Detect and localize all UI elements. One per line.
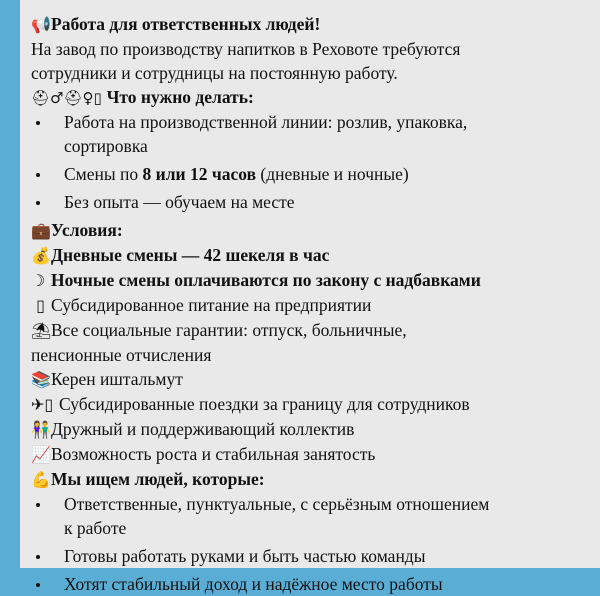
briefcase-icon: 💼 [31, 221, 51, 240]
post-title-line [31, 12, 590, 37]
food-icon: ▯ [31, 296, 45, 315]
conditions-title: Условия: [51, 220, 123, 240]
social-line-2: пенсионные отчисления [31, 345, 212, 365]
social-line-1 [31, 318, 590, 343]
intro-line-2: сотрудники и сотрудницы на постоянную работу. [31, 63, 398, 83]
seeking-title: Мы ищем людей, которые: [51, 469, 265, 489]
keren-text: Керен иштальмут [51, 369, 183, 389]
duty-3: Без опыта — обучаем на месте [64, 192, 295, 212]
crescent-moon-icon: ☽ [31, 271, 46, 290]
list-item [31, 110, 590, 158]
conditions-heading [31, 218, 590, 243]
growth-text: Возможность роста и стабильная занятость [51, 444, 376, 464]
money-bag-icon: 💰 [31, 246, 51, 265]
night-shift-line [31, 268, 590, 293]
airplane-icon: ✈▯ [31, 395, 54, 414]
duty-1-line-2: сортировка [64, 136, 148, 156]
social-text-1: Все социальные гарантии: отпуск, больничные, [51, 320, 407, 340]
team-line [31, 417, 590, 442]
trips-text: Субсидированные поездки за границу для сотрудников [59, 394, 470, 414]
seeking-2: Готовы работать руками и быть частью команды [64, 546, 426, 566]
beach-umbrella-icon: ⛱ [31, 321, 52, 340]
duty-1-line-1: Работа на производственной линии: розлив, упаковка, [64, 112, 468, 132]
post-title: Работа для ответственных людей! [51, 14, 321, 34]
keren-line [31, 367, 590, 392]
seeking-3: Хотят стабильный доход и надёжное место работы [64, 574, 443, 594]
duties-list [31, 110, 590, 214]
books-icon: 📚 [31, 370, 51, 389]
growth-line [31, 442, 590, 467]
list-item [31, 572, 590, 596]
list-item [31, 492, 590, 540]
list-item [31, 190, 590, 214]
post-body [20, 0, 600, 594]
megaphone-icon: 📢 [31, 15, 51, 34]
seeking-heading [31, 467, 590, 492]
food-line [31, 293, 590, 318]
duty-2-hours: 8 или 12 часов [142, 164, 257, 184]
trips-line [31, 392, 590, 417]
duty-2-pre: Смены по [64, 164, 143, 184]
people-icon: 👫 [31, 420, 51, 439]
duties-title: Что нужно делать: [106, 87, 254, 107]
night-shift-text: Ночные смены оплачиваются по закону с надбавками [51, 270, 481, 290]
chart-up-icon: 📈 [31, 445, 51, 464]
intro-line-1: На завод по производству напитков в Реховоте требуются [31, 39, 461, 59]
day-shift-line [31, 243, 590, 268]
list-item [31, 162, 590, 186]
seeking-1-line-1: Ответственные, пунктуальные, с серьёзным отношением [64, 494, 490, 514]
duties-heading [31, 85, 590, 110]
day-shift-text: Дневные смены — 42 шекеля в час [51, 245, 330, 265]
team-text: Дружный и поддерживающий коллектив [51, 419, 355, 439]
flexed-bicep-icon: 💪 [31, 470, 51, 489]
duty-2-post: (дневные и ночные) [256, 164, 409, 184]
workers-icon: ⛑♂⛑♀ [31, 89, 94, 107]
food-text: Субсидированное питание на предприятии [51, 295, 372, 315]
seeking-1-line-2: к работе [64, 518, 127, 538]
factory-icon: ▯ [93, 89, 107, 107]
seeking-list [31, 492, 590, 596]
list-item [31, 544, 590, 568]
